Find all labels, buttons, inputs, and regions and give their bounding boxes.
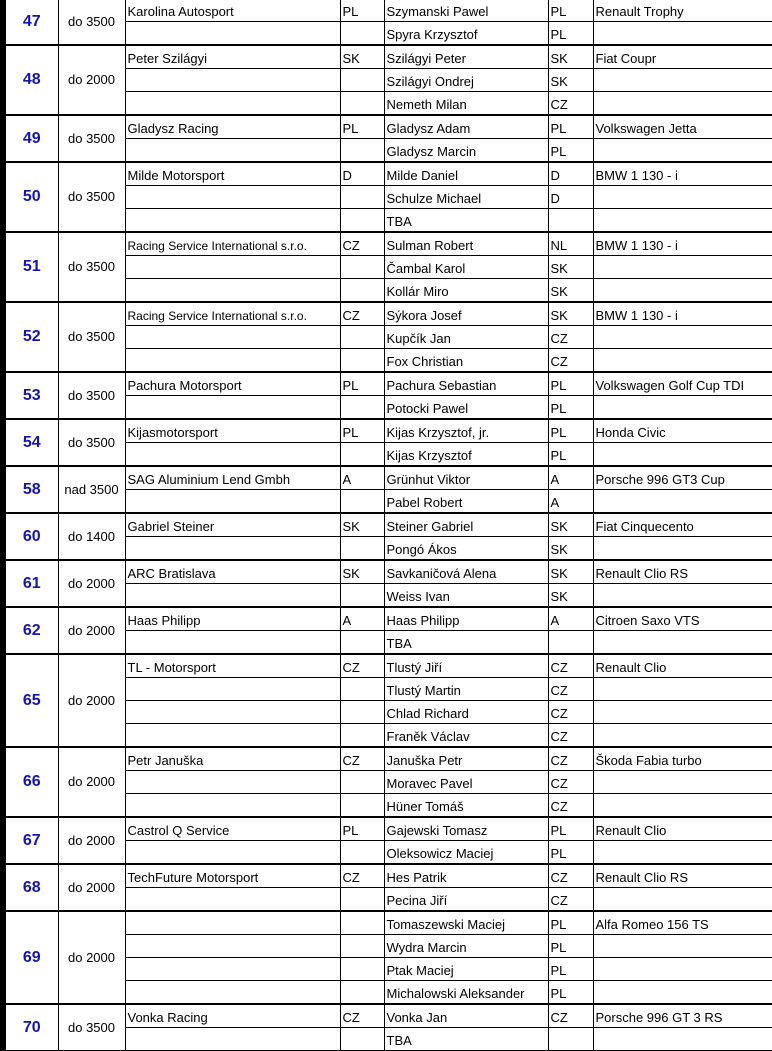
- driver-country: PL: [548, 958, 593, 981]
- car-model-empty: [593, 396, 772, 420]
- entrant-name: Castrol Q Service: [125, 817, 340, 841]
- car-model-empty: [593, 186, 772, 209]
- entrant-country: PL: [340, 0, 384, 22]
- car-model-empty: [593, 209, 772, 233]
- entry-number: 51: [3, 232, 58, 302]
- car-model-empty: [593, 724, 772, 748]
- driver-country: [548, 631, 593, 655]
- car-model-empty: [593, 631, 772, 655]
- car-model: BMW 1 130 - i: [593, 162, 772, 186]
- entrant-name-empty: [125, 794, 340, 818]
- entry-row: [3, 45, 772, 69]
- driver-country: D: [548, 162, 593, 186]
- entrant-country-empty: [340, 771, 384, 794]
- entry-number: 48: [3, 45, 58, 115]
- driver-country: PL: [548, 139, 593, 163]
- entrant-country-empty: [340, 443, 384, 467]
- driver-country: PL: [548, 0, 593, 22]
- car-model-empty: [593, 701, 772, 724]
- driver-name: Schulze Michael: [384, 186, 548, 209]
- entrant-name-empty: [125, 537, 340, 561]
- entrant-name: Petr Januška: [125, 747, 340, 771]
- entrant-name-empty: [125, 209, 340, 233]
- driver-country: PL: [548, 115, 593, 139]
- entrant-country-empty: [340, 209, 384, 233]
- entry-row: [3, 654, 772, 678]
- driver-country: CZ: [548, 1004, 593, 1028]
- driver-name: Pongó Ákos: [384, 537, 548, 561]
- driver-country: SK: [548, 560, 593, 584]
- entry-number: 69: [3, 911, 58, 1004]
- car-model-empty: [593, 69, 772, 92]
- car-model: Citroen Saxo VTS: [593, 607, 772, 631]
- entrant-name: Racing Service International s.r.o.: [125, 232, 340, 256]
- driver-country: CZ: [548, 771, 593, 794]
- entrant-name-empty: [125, 22, 340, 46]
- driver-name: Szymanski Pawel: [384, 0, 548, 22]
- driver-name: TBA: [384, 1028, 548, 1051]
- car-model-empty: [593, 935, 772, 958]
- driver-name: Kollár Miro: [384, 279, 548, 303]
- entrant-country: SK: [340, 513, 384, 537]
- driver-name: Grünhut Viktor: [384, 466, 548, 490]
- entrant-country-empty: [340, 139, 384, 163]
- entrant-name-empty: [125, 1028, 340, 1051]
- driver-country: PL: [548, 817, 593, 841]
- car-model: Renault Trophy: [593, 0, 772, 22]
- car-model: Renault Clio: [593, 817, 772, 841]
- entry-number: 54: [3, 419, 58, 466]
- entry-class: do 2000: [58, 654, 125, 747]
- entrant-name-empty: [125, 443, 340, 467]
- driver-name: Weiss Ivan: [384, 584, 548, 608]
- entrant-name-empty: [125, 396, 340, 420]
- entrant-country: A: [340, 607, 384, 631]
- entry-number: 50: [3, 162, 58, 232]
- driver-name: Tomaszewski Maciej: [384, 911, 548, 935]
- entrant-country: PL: [340, 419, 384, 443]
- car-model-empty: [593, 537, 772, 561]
- driver-country: [548, 1028, 593, 1051]
- entrant-name-empty: [125, 490, 340, 514]
- driver-name: Nemeth Milan: [384, 92, 548, 116]
- entrant-name: Haas Philipp: [125, 607, 340, 631]
- driver-name: Michalowski Aleksander: [384, 981, 548, 1005]
- car-model: BMW 1 130 - i: [593, 302, 772, 326]
- car-model-empty: [593, 981, 772, 1005]
- entrant-name-empty: [125, 981, 340, 1005]
- driver-country: PL: [548, 22, 593, 46]
- driver-name: Moravec Pavel: [384, 771, 548, 794]
- car-model: BMW 1 130 - i: [593, 232, 772, 256]
- entrant-country: A: [340, 466, 384, 490]
- entry-row: [3, 302, 772, 326]
- driver-name: Kupčík Jan: [384, 326, 548, 349]
- entrant-name: Kijasmotorsport: [125, 419, 340, 443]
- entrant-name-empty: [125, 92, 340, 116]
- driver-name: Milde Daniel: [384, 162, 548, 186]
- car-model-empty: [593, 443, 772, 467]
- entrant-country-empty: [340, 888, 384, 912]
- entrant-country: CZ: [340, 654, 384, 678]
- entrant-name-empty: [125, 186, 340, 209]
- entry-number: 52: [3, 302, 58, 372]
- car-model: Renault Clio: [593, 654, 772, 678]
- entrant-name-empty: [125, 326, 340, 349]
- driver-name: Szilágyi Peter: [384, 45, 548, 69]
- driver-country: SK: [548, 279, 593, 303]
- driver-name: Haas Philipp: [384, 607, 548, 631]
- car-model-empty: [593, 279, 772, 303]
- entrant-country-empty: [340, 537, 384, 561]
- entrant-country-empty: [340, 490, 384, 514]
- entry-row: [3, 911, 772, 935]
- entrant-name-empty: [125, 631, 340, 655]
- entrant-country-empty: [340, 841, 384, 865]
- car-model-empty: [593, 771, 772, 794]
- entry-class: do 2000: [58, 911, 125, 1004]
- entry-row: [3, 747, 772, 771]
- driver-name: Hes Patrik: [384, 864, 548, 888]
- entrant-name-empty: [125, 935, 340, 958]
- entrant-country: CZ: [340, 864, 384, 888]
- driver-country: CZ: [548, 888, 593, 912]
- driver-country: A: [548, 490, 593, 514]
- car-model-empty: [593, 584, 772, 608]
- entrant-country-empty: [340, 22, 384, 46]
- driver-name: Hüner Tomáš: [384, 794, 548, 818]
- entrant-name-empty: [125, 701, 340, 724]
- driver-country: CZ: [548, 349, 593, 373]
- driver-name: Vonka Jan: [384, 1004, 548, 1028]
- driver-country: CZ: [548, 701, 593, 724]
- car-model-empty: [593, 888, 772, 912]
- entrant-country: PL: [340, 817, 384, 841]
- entry-row: [3, 372, 772, 396]
- driver-country: A: [548, 466, 593, 490]
- driver-name: TBA: [384, 209, 548, 233]
- driver-country: [548, 209, 593, 233]
- entry-class: do 3500: [58, 115, 125, 162]
- entry-list-body: [3, 0, 772, 1051]
- driver-name: Gajewski Tomasz: [384, 817, 548, 841]
- entrant-country: SK: [340, 45, 384, 69]
- driver-name: Januška Petr: [384, 747, 548, 771]
- driver-name: Fox Christian: [384, 349, 548, 373]
- entrant-name-empty: [125, 841, 340, 865]
- entry-class: do 3500: [58, 372, 125, 419]
- driver-country: PL: [548, 981, 593, 1005]
- driver-name: Sýkora Josef: [384, 302, 548, 326]
- driver-name: Gladysz Adam: [384, 115, 548, 139]
- entry-row: [3, 466, 772, 490]
- entrant-name: Vonka Racing: [125, 1004, 340, 1028]
- entrant-country: PL: [340, 372, 384, 396]
- driver-name: Tlustý Martin: [384, 678, 548, 701]
- entry-class: do 3500: [58, 302, 125, 372]
- entrant-country-empty: [340, 396, 384, 420]
- entry-number: 49: [3, 115, 58, 162]
- driver-country: CZ: [548, 747, 593, 771]
- driver-name: Pabel Robert: [384, 490, 548, 514]
- entrant-name: ARC Bratislava: [125, 560, 340, 584]
- driver-country: PL: [548, 935, 593, 958]
- entry-row: [3, 817, 772, 841]
- car-model-empty: [593, 678, 772, 701]
- car-model-empty: [593, 958, 772, 981]
- car-model: Porsche 996 GT 3 RS: [593, 1004, 772, 1028]
- driver-name: Gladysz Marcin: [384, 139, 548, 163]
- entrant-country-empty: [340, 69, 384, 92]
- driver-name: Oleksowicz Maciej: [384, 841, 548, 865]
- entrant-country: CZ: [340, 747, 384, 771]
- entrant-name: TechFuture Motorsport: [125, 864, 340, 888]
- entry-class: do 3500: [58, 419, 125, 466]
- car-model: Volkswagen Golf Cup TDI: [593, 372, 772, 396]
- entry-number: 60: [3, 513, 58, 560]
- entrant-country-empty: [340, 701, 384, 724]
- entrant-country: [340, 911, 384, 935]
- entry-number: 67: [3, 817, 58, 864]
- entry-class: do 3500: [58, 162, 125, 232]
- driver-name: Sulman Robert: [384, 232, 548, 256]
- driver-country: D: [548, 186, 593, 209]
- entrant-name: Pachura Motorsport: [125, 372, 340, 396]
- driver-country: PL: [548, 372, 593, 396]
- driver-country: PL: [548, 443, 593, 467]
- car-model-empty: [593, 841, 772, 865]
- entry-row: [3, 560, 772, 584]
- car-model-empty: [593, 256, 772, 279]
- driver-name: Savkaničová Alena: [384, 560, 548, 584]
- driver-country: PL: [548, 841, 593, 865]
- entry-class: do 1400: [58, 513, 125, 560]
- entry-class: do 2000: [58, 747, 125, 817]
- car-model-empty: [593, 22, 772, 46]
- entry-class: nad 3500: [58, 466, 125, 513]
- entry-number: 66: [3, 747, 58, 817]
- entry-class: do 2000: [58, 607, 125, 654]
- entry-row: [3, 1004, 772, 1028]
- driver-name: Pecina Jiří: [384, 888, 548, 912]
- driver-country: NL: [548, 232, 593, 256]
- entrant-country: PL: [340, 115, 384, 139]
- entrant-country: CZ: [340, 232, 384, 256]
- entry-class: do 3500: [58, 1004, 125, 1051]
- entrant-name-empty: [125, 139, 340, 163]
- entrant-name-empty: [125, 888, 340, 912]
- entrant-country-empty: [340, 279, 384, 303]
- entrant-country-empty: [340, 631, 384, 655]
- entrant-country: D: [340, 162, 384, 186]
- entry-class: do 3500: [58, 232, 125, 302]
- driver-country: CZ: [548, 326, 593, 349]
- entry-number: 62: [3, 607, 58, 654]
- entrant-country-empty: [340, 186, 384, 209]
- entrant-country-empty: [340, 678, 384, 701]
- entrant-country-empty: [340, 981, 384, 1005]
- entrant-name: Gladysz Racing: [125, 115, 340, 139]
- driver-country: CZ: [548, 794, 593, 818]
- entry-number: 58: [3, 466, 58, 513]
- driver-country: SK: [548, 256, 593, 279]
- car-model: Fiat Cinquecento: [593, 513, 772, 537]
- car-model: Alfa Romeo 156 TS: [593, 911, 772, 935]
- entrant-country-empty: [340, 326, 384, 349]
- driver-name: TBA: [384, 631, 548, 655]
- entrant-country: CZ: [340, 302, 384, 326]
- driver-country: PL: [548, 396, 593, 420]
- entry-row: [3, 607, 772, 631]
- entrant-country-empty: [340, 935, 384, 958]
- driver-country: SK: [548, 513, 593, 537]
- entrant-name-empty: [125, 69, 340, 92]
- entrant-name: Peter Szilágyi: [125, 45, 340, 69]
- driver-name: Čambal Karol: [384, 256, 548, 279]
- driver-name: Kijas Krzysztof, jr.: [384, 419, 548, 443]
- driver-name: Pachura Sebastian: [384, 372, 548, 396]
- car-model: Fiat Coupr: [593, 45, 772, 69]
- entrant-country-empty: [340, 256, 384, 279]
- entrant-country: SK: [340, 560, 384, 584]
- car-model-empty: [593, 794, 772, 818]
- entrant-name-empty: [125, 279, 340, 303]
- car-model: Honda Civic: [593, 419, 772, 443]
- car-model: Renault Clio RS: [593, 864, 772, 888]
- driver-country: CZ: [548, 678, 593, 701]
- driver-name: Chlad Richard: [384, 701, 548, 724]
- entry-row: [3, 513, 772, 537]
- entrant-name-empty: [125, 584, 340, 608]
- driver-name: Szilágyi Ondrej: [384, 69, 548, 92]
- driver-name: Franěk Václav: [384, 724, 548, 748]
- car-model-empty: [593, 139, 772, 163]
- entry-class: do 2000: [58, 560, 125, 607]
- car-model: Porsche 996 GT3 Cup: [593, 466, 772, 490]
- driver-name: Ptak Maciej: [384, 958, 548, 981]
- entry-row: [3, 162, 772, 186]
- driver-country: SK: [548, 302, 593, 326]
- driver-name: Potocki Pawel: [384, 396, 548, 420]
- car-model: Renault Clio RS: [593, 560, 772, 584]
- entrant-name-empty: [125, 958, 340, 981]
- car-model-empty: [593, 326, 772, 349]
- entry-number: 68: [3, 864, 58, 911]
- car-model-empty: [593, 1028, 772, 1051]
- driver-country: CZ: [548, 654, 593, 678]
- entry-row: [3, 232, 772, 256]
- entrant-name-empty: [125, 771, 340, 794]
- entry-number: 70: [3, 1004, 58, 1051]
- driver-name: Wydra Marcin: [384, 935, 548, 958]
- entrant-name-empty: [125, 256, 340, 279]
- entrant-name-empty: [125, 724, 340, 748]
- driver-name: Kijas Krzysztof: [384, 443, 548, 467]
- driver-name: Steiner Gabriel: [384, 513, 548, 537]
- car-model-empty: [593, 349, 772, 373]
- car-model-empty: [593, 490, 772, 514]
- driver-country: CZ: [548, 724, 593, 748]
- entrant-country-empty: [340, 584, 384, 608]
- entrant-name-empty: [125, 349, 340, 373]
- entrant-name-empty: [125, 678, 340, 701]
- entrant-name: SAG Aluminium Lend Gmbh: [125, 466, 340, 490]
- entry-row: [3, 115, 772, 139]
- driver-country: SK: [548, 584, 593, 608]
- entrant-name: Gabriel Steiner: [125, 513, 340, 537]
- car-model: Volkswagen Jetta: [593, 115, 772, 139]
- driver-name: Tlustý Jiří: [384, 654, 548, 678]
- entrant-name: Milde Motorsport: [125, 162, 340, 186]
- driver-country: SK: [548, 69, 593, 92]
- entrant-name: Racing Service International s.r.o.: [125, 302, 340, 326]
- entry-row: [3, 0, 772, 22]
- entrant-country-empty: [340, 349, 384, 373]
- entry-class: do 2000: [58, 45, 125, 115]
- entry-number: 65: [3, 654, 58, 747]
- entry-class: do 3500: [58, 0, 125, 45]
- entrant-country-empty: [340, 794, 384, 818]
- entrant-name: [125, 911, 340, 935]
- entry-row: [3, 419, 772, 443]
- entrant-country-empty: [340, 958, 384, 981]
- entry-number: 61: [3, 560, 58, 607]
- car-model: Škoda Fabia turbo: [593, 747, 772, 771]
- driver-country: SK: [548, 537, 593, 561]
- entrant-name: TL - Motorsport: [125, 654, 340, 678]
- entrant-country-empty: [340, 1028, 384, 1051]
- entry-row: [3, 864, 772, 888]
- driver-country: PL: [548, 911, 593, 935]
- driver-country: A: [548, 607, 593, 631]
- entry-number: 47: [3, 0, 58, 45]
- entry-number: 53: [3, 372, 58, 419]
- entry-class: do 2000: [58, 817, 125, 864]
- driver-name: Spyra Krzysztof: [384, 22, 548, 46]
- entrant-country-empty: [340, 92, 384, 116]
- driver-country: PL: [548, 419, 593, 443]
- car-model-empty: [593, 92, 772, 116]
- driver-country: SK: [548, 45, 593, 69]
- entrant-name: Karolina Autosport: [125, 0, 340, 22]
- driver-country: CZ: [548, 864, 593, 888]
- driver-country: CZ: [548, 92, 593, 116]
- entry-class: do 2000: [58, 864, 125, 911]
- entrant-country-empty: [340, 724, 384, 748]
- entrant-country: CZ: [340, 1004, 384, 1028]
